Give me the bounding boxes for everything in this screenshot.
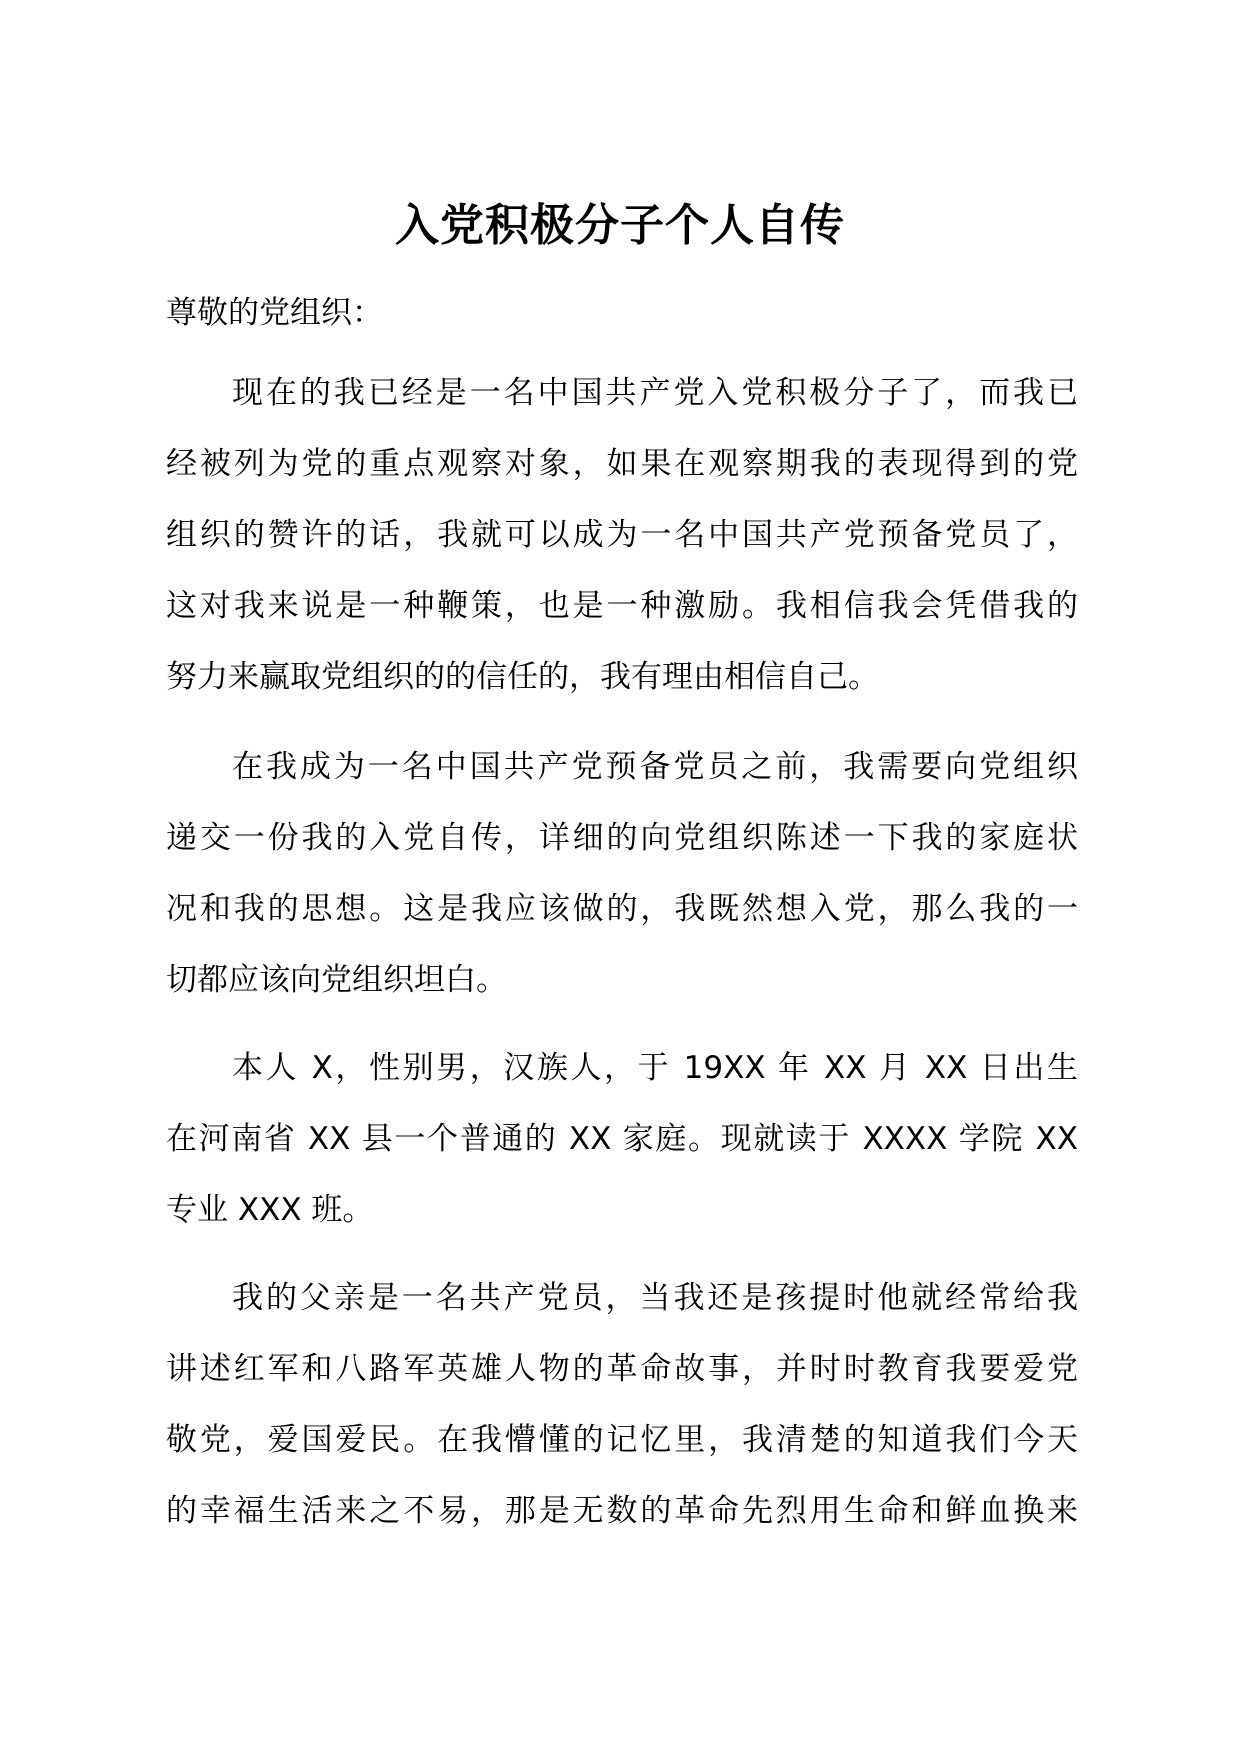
paragraph-2 [166,732,1078,1016]
paragraph-line: 我的父亲是一名共产党员，当我还是孩提时他就经常给我 [232,1280,1078,1316]
paragraph-line: 递交一份我的入党自传，详细的向党组织陈述一下我的家庭状 [166,820,1078,856]
paragraph-line: 专业 XXX 班。 [166,1192,374,1228]
paragraph-line: 努力来赢取党组织的的信任的，我有理由相信自己。 [166,659,879,695]
paragraph-line: 现在的我已经是一名中国共产党入党积极分子了，而我已 [232,375,1078,411]
paragraph-line: 敬党，爱国爱民。在我懵懂的记忆里，我清楚的知道我们今天 [166,1422,1078,1458]
paragraph-line: 在河南省 XX 县一个普通的 XX 家庭。现就读于 XXXX 学院 XX [166,1121,1078,1157]
paragraph-line: 经被列为党的重点观察对象，如果在观察期我的表现得到的党 [166,446,1078,482]
page-title: 入党积极分子个人自传 [395,200,845,251]
paragraph-line: 的幸福生活来之不易，那是无数的革命先烈用生命和鲜血换来 [166,1493,1078,1529]
paragraph-4 [166,1263,1078,1547]
paragraph-line: 这对我来说是一种鞭策，也是一种激励。我相信我会凭借我的 [166,588,1078,624]
salutation: 尊敬的党组织： [166,295,383,331]
paragraph-1 [166,358,1078,713]
paragraph-line: 在我成为一名中国共产党预备党员之前，我需要向党组织 [232,749,1078,785]
paragraph-line: 讲述红军和八路军英雄人物的革命故事，并时时教育我要爱党 [166,1351,1078,1387]
paragraph-line: 本人 X，性别男，汉族人，于 19XX 年 XX 月 XX 日出生 [232,1050,1078,1086]
paragraph-3 [166,1033,1078,1246]
paragraph-line: 况和我的思想。这是我应该做的，我既然想入党，那么我的一 [166,891,1078,927]
paragraph-line: 切都应该向党组织坦白。 [166,962,507,998]
paragraph-line: 组织的赞许的话，我就可以成为一名中国共产党预备党员了， [166,517,1078,553]
